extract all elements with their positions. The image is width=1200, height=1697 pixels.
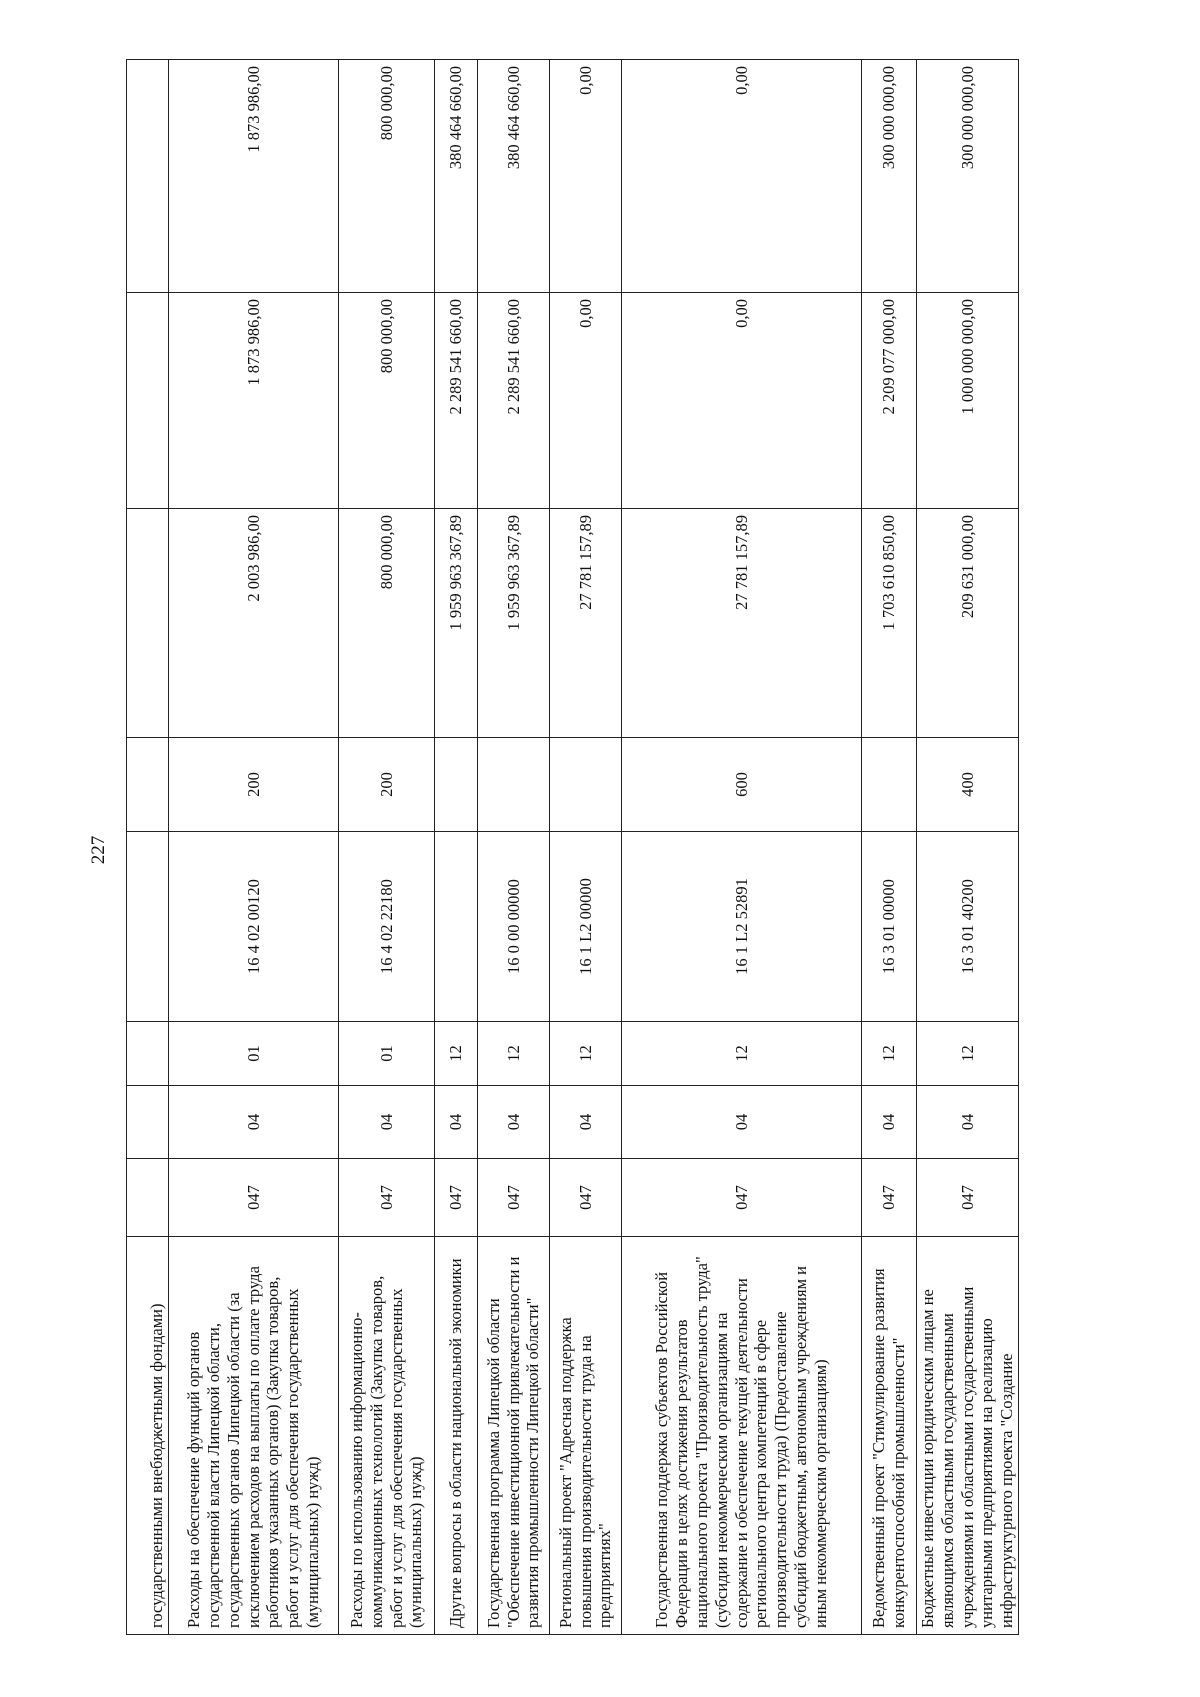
amount-year-1: 209 631 000,00 — [917, 509, 1019, 738]
subsection-code: 01 — [339, 1022, 435, 1086]
amount-year-1: 27 781 157,89 — [550, 509, 622, 738]
gov-code: 047 — [622, 1159, 862, 1237]
gov-code: 047 — [478, 1159, 550, 1237]
row-name: Государственная поддержка субъектов Российской Федерации в целях достижения результатов национального проекта "Производительность труда" (субсидии некоммерческим организациям на содержание и обеспечение текущей деятельности регионального центра компетенций в сфере производительности труда) (Предоставление субсидий бюджетным, автономным учреждениям и иным некоммерческим организациям) — [622, 1237, 862, 1635]
subsection-code — [127, 1022, 169, 1086]
amount-year-1: 800 000,00 — [339, 509, 435, 738]
gov-code: 047 — [550, 1159, 622, 1237]
section-code: 04 — [862, 1086, 917, 1159]
amount-year-3: 0,00 — [550, 60, 622, 293]
target-article-code: 16 1 L2 52891 — [622, 832, 862, 1022]
amount-year-3: 300 000 000,00 — [862, 60, 917, 293]
row-name: Региональный проект "Адресная поддержка повышения производительности труда на предприятиях" — [550, 1237, 622, 1635]
amount-year-2: 0,00 — [622, 293, 862, 509]
row-name: Государственная программа Липецкой области "Обеспечение инвестиционной привлекательности и развития промышленности Липецкой области" — [478, 1237, 550, 1635]
table-row — [478, 60, 550, 1635]
row-name: Расходы на обеспечение функций органов государственной власти Липецкой области, государственных органов Липецкой области (за исключением расходов на выплаты по оплате труда работников указанных органов) (Закупка товаров, работ и услуг для обеспечения государственных (муниципальных) нужд) — [169, 1237, 339, 1635]
row-name: Расходы по использованию информационно-коммуникационных технологий (Закупка товаров, работ и услуг для обеспечения государственных (муниципальных) нужд) — [339, 1237, 435, 1635]
gov-code — [127, 1159, 169, 1237]
expense-type-code — [435, 738, 478, 832]
target-article-code: 16 1 L2 00000 — [550, 832, 622, 1022]
table-row — [435, 60, 478, 1635]
expense-type-code — [862, 738, 917, 832]
amount-year-3: 380 464 660,00 — [478, 60, 550, 293]
amount-year-2: 800 000,00 — [339, 293, 435, 509]
subsection-code: 01 — [169, 1022, 339, 1086]
amount-year-2: 2 209 077 000,00 — [862, 293, 917, 509]
expense-type-code: 200 — [339, 738, 435, 832]
subsection-code: 12 — [550, 1022, 622, 1086]
amount-year-3: 380 464 660,00 — [435, 60, 478, 293]
amount-year-3: 800 000,00 — [339, 60, 435, 293]
target-article-code: 16 3 01 00000 — [862, 832, 917, 1022]
gov-code: 047 — [862, 1159, 917, 1237]
expense-type-code: 600 — [622, 738, 862, 832]
subsection-code: 12 — [917, 1022, 1019, 1086]
gov-code: 047 — [435, 1159, 478, 1237]
expense-type-code — [478, 738, 550, 832]
table-row — [127, 60, 169, 1635]
expense-type-code: 200 — [169, 738, 339, 832]
budget-table — [126, 59, 1019, 1635]
table-row — [339, 60, 435, 1635]
table-row — [550, 60, 622, 1635]
target-article-code: 16 3 01 40200 — [917, 832, 1019, 1022]
table-row — [917, 60, 1019, 1635]
table-row — [169, 60, 339, 1635]
amount-year-2: 1 873 986,00 — [169, 293, 339, 509]
subsection-code: 12 — [862, 1022, 917, 1086]
target-article-code: 16 4 02 22180 — [339, 832, 435, 1022]
amount-year-1: 1 959 963 367,89 — [435, 509, 478, 738]
section-code — [127, 1086, 169, 1159]
amount-year-3 — [127, 60, 169, 293]
amount-year-1 — [127, 509, 169, 738]
subsection-code: 12 — [622, 1022, 862, 1086]
amount-year-2: 2 289 541 660,00 — [435, 293, 478, 509]
amount-year-1: 27 781 157,89 — [622, 509, 862, 738]
section-code: 04 — [550, 1086, 622, 1159]
section-code: 04 — [478, 1086, 550, 1159]
amount-year-1: 1 959 963 367,89 — [478, 509, 550, 738]
table-row — [622, 60, 862, 1635]
row-name: государственными внебюджетными фондами) — [127, 1237, 169, 1635]
section-code: 04 — [339, 1086, 435, 1159]
amount-year-3: 0,00 — [622, 60, 862, 293]
rotated-table-wrapper — [126, 60, 1017, 1635]
target-article-code: 16 4 02 00120 — [169, 832, 339, 1022]
subsection-code: 12 — [478, 1022, 550, 1086]
gov-code: 047 — [339, 1159, 435, 1237]
amount-year-2: 0,00 — [550, 293, 622, 509]
amount-year-3: 1 873 986,00 — [169, 60, 339, 293]
target-article-code — [435, 832, 478, 1022]
target-article-code: 16 0 00 00000 — [478, 832, 550, 1022]
page-number: 227 — [88, 835, 109, 865]
amount-year-2: 2 289 541 660,00 — [478, 293, 550, 509]
section-code: 04 — [622, 1086, 862, 1159]
expense-type-code — [550, 738, 622, 832]
gov-code: 047 — [917, 1159, 1019, 1237]
table-row — [862, 60, 917, 1635]
target-article-code — [127, 832, 169, 1022]
gov-code: 047 — [169, 1159, 339, 1237]
section-code: 04 — [169, 1086, 339, 1159]
section-code: 04 — [435, 1086, 478, 1159]
row-name: Другие вопросы в области национальной экономики — [435, 1237, 478, 1635]
amount-year-1: 1 703 610 850,00 — [862, 509, 917, 738]
amount-year-1: 2 003 986,00 — [169, 509, 339, 738]
expense-type-code: 400 — [917, 738, 1019, 832]
section-code: 04 — [917, 1086, 1019, 1159]
amount-year-2: 1 000 000 000,00 — [917, 293, 1019, 509]
amount-year-2 — [127, 293, 169, 509]
expense-type-code — [127, 738, 169, 832]
row-name: Бюджетные инвестиции юридическим лицам не являющимся областными государственными учреждениями и областными государственными унитарными предприятиями на реализацию инфраструктурного проекта "Создание — [917, 1237, 1019, 1635]
row-name: Ведомственный проект "Стимулирование развития конкурентоспособной промышленности" — [862, 1237, 917, 1635]
subsection-code: 12 — [435, 1022, 478, 1086]
amount-year-3: 300 000 000,00 — [917, 60, 1019, 293]
